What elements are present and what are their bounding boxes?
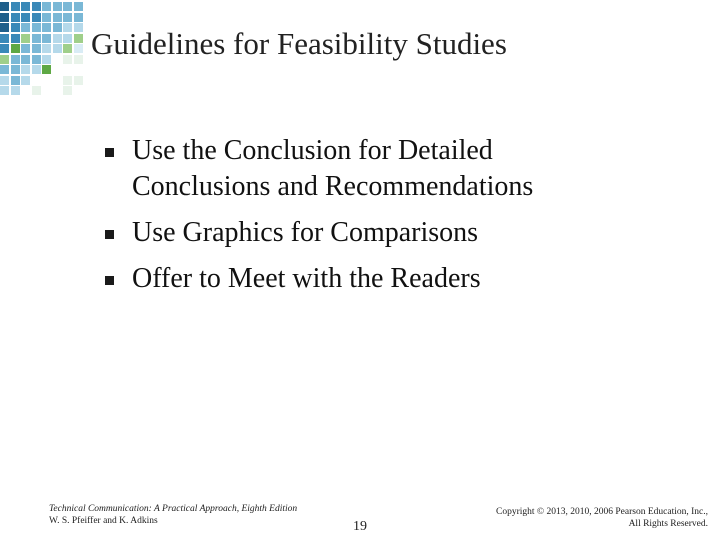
copyright-line: All Rights Reserved. (628, 519, 708, 529)
mosaic-tile (11, 13, 20, 22)
mosaic-tile (11, 65, 20, 74)
mosaic-tile (42, 65, 51, 74)
mosaic-tile (63, 34, 72, 43)
mosaic-tile (32, 65, 41, 74)
bullet-text: Use the Conclusion for Detailed Conclusions and Recommendations (132, 135, 534, 202)
mosaic-tile (42, 55, 51, 64)
mosaic-tile (11, 86, 20, 95)
mosaic-tile (63, 76, 72, 85)
mosaic-tile (42, 23, 51, 32)
decorative-tile-mosaic (0, 0, 86, 100)
footer-book-credit (49, 503, 297, 527)
bullet-item (104, 215, 704, 251)
mosaic-tile (32, 34, 41, 43)
mosaic-tile (11, 34, 20, 43)
mosaic-tile (11, 55, 20, 64)
mosaic-tile (21, 44, 30, 53)
mosaic-tile (63, 2, 72, 11)
mosaic-tile (21, 2, 30, 11)
mosaic-tile (11, 44, 20, 53)
book-authors: W. S. Pfeiffer and K. Adkins (49, 516, 158, 526)
mosaic-tile (74, 23, 83, 32)
mosaic-tile (42, 34, 51, 43)
mosaic-tile (32, 13, 41, 22)
mosaic-tile (0, 55, 9, 64)
bullet-text: Offer to Meet with the Readers (132, 263, 481, 294)
mosaic-tile (11, 2, 20, 11)
mosaic-tile (21, 65, 30, 74)
mosaic-tile (21, 23, 30, 32)
mosaic-tile (0, 2, 9, 11)
mosaic-tile (0, 65, 9, 74)
mosaic-tile (74, 34, 83, 43)
square-bullet-icon (105, 148, 114, 157)
mosaic-tile (53, 13, 62, 22)
mosaic-tile (42, 44, 51, 53)
mosaic-tile (63, 23, 72, 32)
square-bullet-icon (105, 230, 114, 239)
mosaic-tile (0, 34, 9, 43)
page-number: 19 (353, 519, 367, 534)
mosaic-tile (0, 76, 9, 85)
mosaic-tile (21, 76, 30, 85)
mosaic-tile (32, 44, 41, 53)
mosaic-tile (74, 76, 83, 85)
book-title: Technical Communication: A Practical Approach, Eighth Edition (49, 504, 298, 514)
mosaic-tile (53, 23, 62, 32)
mosaic-tile (63, 86, 72, 95)
mosaic-tile (32, 86, 41, 95)
mosaic-tile (74, 2, 83, 11)
mosaic-tile (53, 44, 62, 53)
mosaic-tile (0, 13, 9, 22)
copyright-notice (448, 506, 708, 530)
mosaic-tile (21, 13, 30, 22)
mosaic-tile (21, 55, 30, 64)
mosaic-tile (42, 13, 51, 22)
mosaic-tile (32, 55, 41, 64)
mosaic-tile (53, 2, 62, 11)
square-bullet-icon (105, 276, 114, 285)
mosaic-tile (0, 44, 9, 53)
mosaic-tile (63, 55, 72, 64)
mosaic-tile (21, 34, 30, 43)
slide-title: Guidelines for Feasibility Studies (91, 26, 507, 61)
mosaic-tile (53, 34, 62, 43)
mosaic-tile (74, 55, 83, 64)
mosaic-tile (63, 13, 72, 22)
mosaic-tile (32, 2, 41, 11)
bullet-item (104, 133, 704, 205)
mosaic-tile (0, 23, 9, 32)
mosaic-tile (63, 44, 72, 53)
mosaic-tile (74, 44, 83, 53)
mosaic-tile (42, 2, 51, 11)
mosaic-tile (32, 23, 41, 32)
bullet-text: Use Graphics for Comparisons (132, 217, 479, 248)
mosaic-tile (0, 86, 9, 95)
mosaic-tile (74, 13, 83, 22)
bullet-list (104, 133, 704, 307)
mosaic-tile (11, 76, 20, 85)
copyright-line: Copyright © 2013, 2010, 2006 Pearson Education, Inc., (496, 507, 708, 517)
bullet-item (104, 261, 704, 297)
mosaic-tile (11, 23, 20, 32)
